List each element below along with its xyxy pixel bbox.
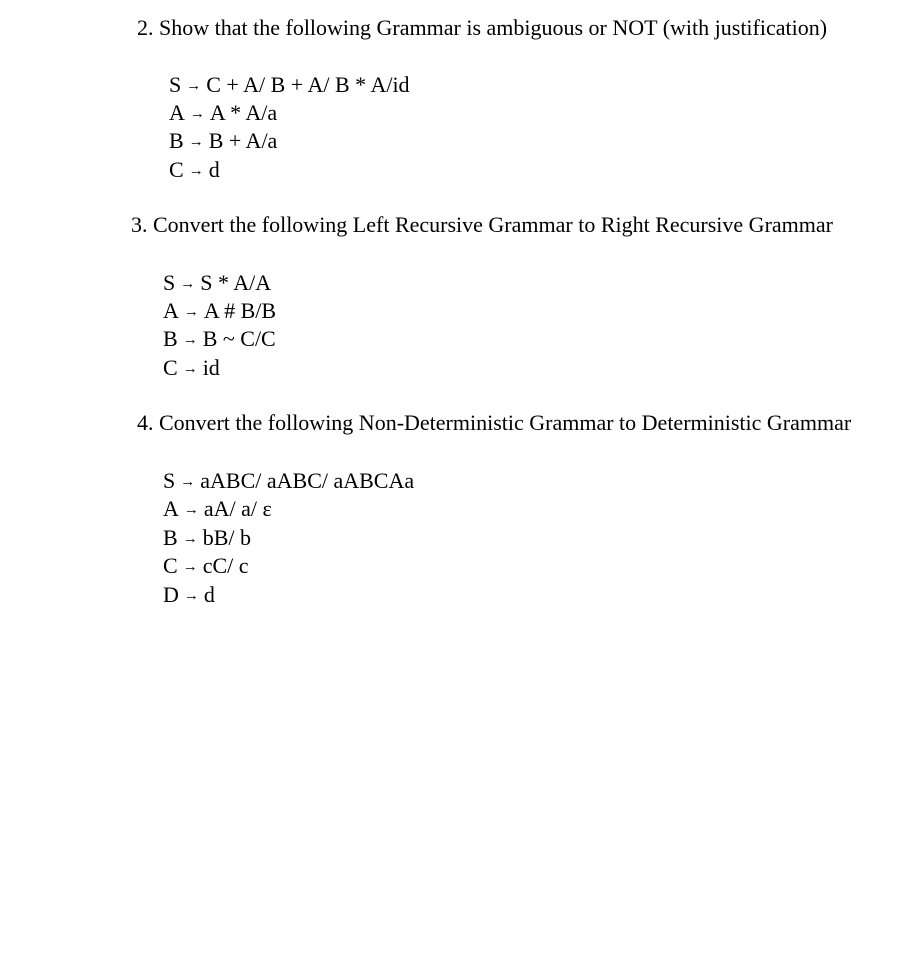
- production-lhs: S: [163, 270, 176, 295]
- grammar-production: [169, 159, 220, 181]
- production-rhs: d: [203, 582, 215, 607]
- production-lhs: S: [169, 72, 182, 97]
- question-3-text: 3. Convert the following Left Recursive Grammar to Right Recursive Grammar: [131, 212, 833, 237]
- production-rhs: B + A/a: [208, 128, 278, 153]
- arrow-icon: →: [186, 78, 202, 94]
- arrow-icon: →: [183, 304, 199, 320]
- arrow-icon: →: [182, 559, 198, 575]
- production-rhs: bB/ b: [202, 525, 251, 550]
- grammar-production: [163, 584, 215, 606]
- grammar-production: [163, 300, 276, 322]
- arrow-icon: →: [180, 276, 196, 292]
- arrow-icon: →: [182, 332, 198, 348]
- question-2-text: 2. Show that the following Grammar is ambiguous or NOT (with justification): [137, 15, 828, 40]
- grammar-production: [163, 328, 276, 350]
- grammar-production: [163, 470, 414, 492]
- arrow-icon: →: [183, 588, 199, 604]
- arrow-icon: →: [180, 474, 196, 490]
- grammar-production: [169, 102, 277, 124]
- grammar-production: [163, 272, 271, 294]
- production-lhs: C: [163, 355, 178, 380]
- production-lhs: B: [169, 128, 184, 153]
- production-rhs: A * A/a: [209, 100, 278, 125]
- arrow-icon: →: [188, 163, 204, 179]
- production-lhs: C: [169, 157, 184, 182]
- production-lhs: B: [163, 525, 178, 550]
- question-4-text: 4. Convert the following Non-Deterministic Grammar to Deterministic Grammar: [137, 410, 852, 435]
- grammar-production: [163, 555, 249, 577]
- grammar-production: [163, 527, 251, 549]
- production-lhs: C: [163, 553, 178, 578]
- arrow-icon: →: [182, 531, 198, 547]
- grammar-production: [169, 130, 277, 152]
- production-rhs: C + A/ B + A/ B * A/id: [206, 72, 410, 97]
- grammar-production: [169, 74, 410, 96]
- production-rhs: S * A/A: [200, 270, 272, 295]
- arrow-icon: →: [183, 502, 199, 518]
- arrow-icon: →: [189, 106, 205, 122]
- production-rhs: id: [202, 355, 220, 380]
- production-rhs: d: [208, 157, 220, 182]
- production-rhs: aABC/ aABC/ aABCAa: [200, 468, 415, 493]
- production-lhs: A: [163, 496, 179, 521]
- production-lhs: B: [163, 326, 178, 351]
- grammar-production: [163, 498, 272, 520]
- grammar-production: [163, 357, 220, 379]
- production-lhs: D: [163, 582, 179, 607]
- production-rhs: aA/ a/ ε: [203, 496, 272, 521]
- production-lhs: A: [163, 298, 179, 323]
- production-rhs: B ~ C/C: [202, 326, 276, 351]
- production-lhs: S: [163, 468, 176, 493]
- production-lhs: A: [169, 100, 185, 125]
- production-rhs: A # B/B: [203, 298, 277, 323]
- arrow-icon: →: [182, 361, 198, 377]
- arrow-icon: →: [188, 134, 204, 150]
- production-rhs: cC/ c: [202, 553, 249, 578]
